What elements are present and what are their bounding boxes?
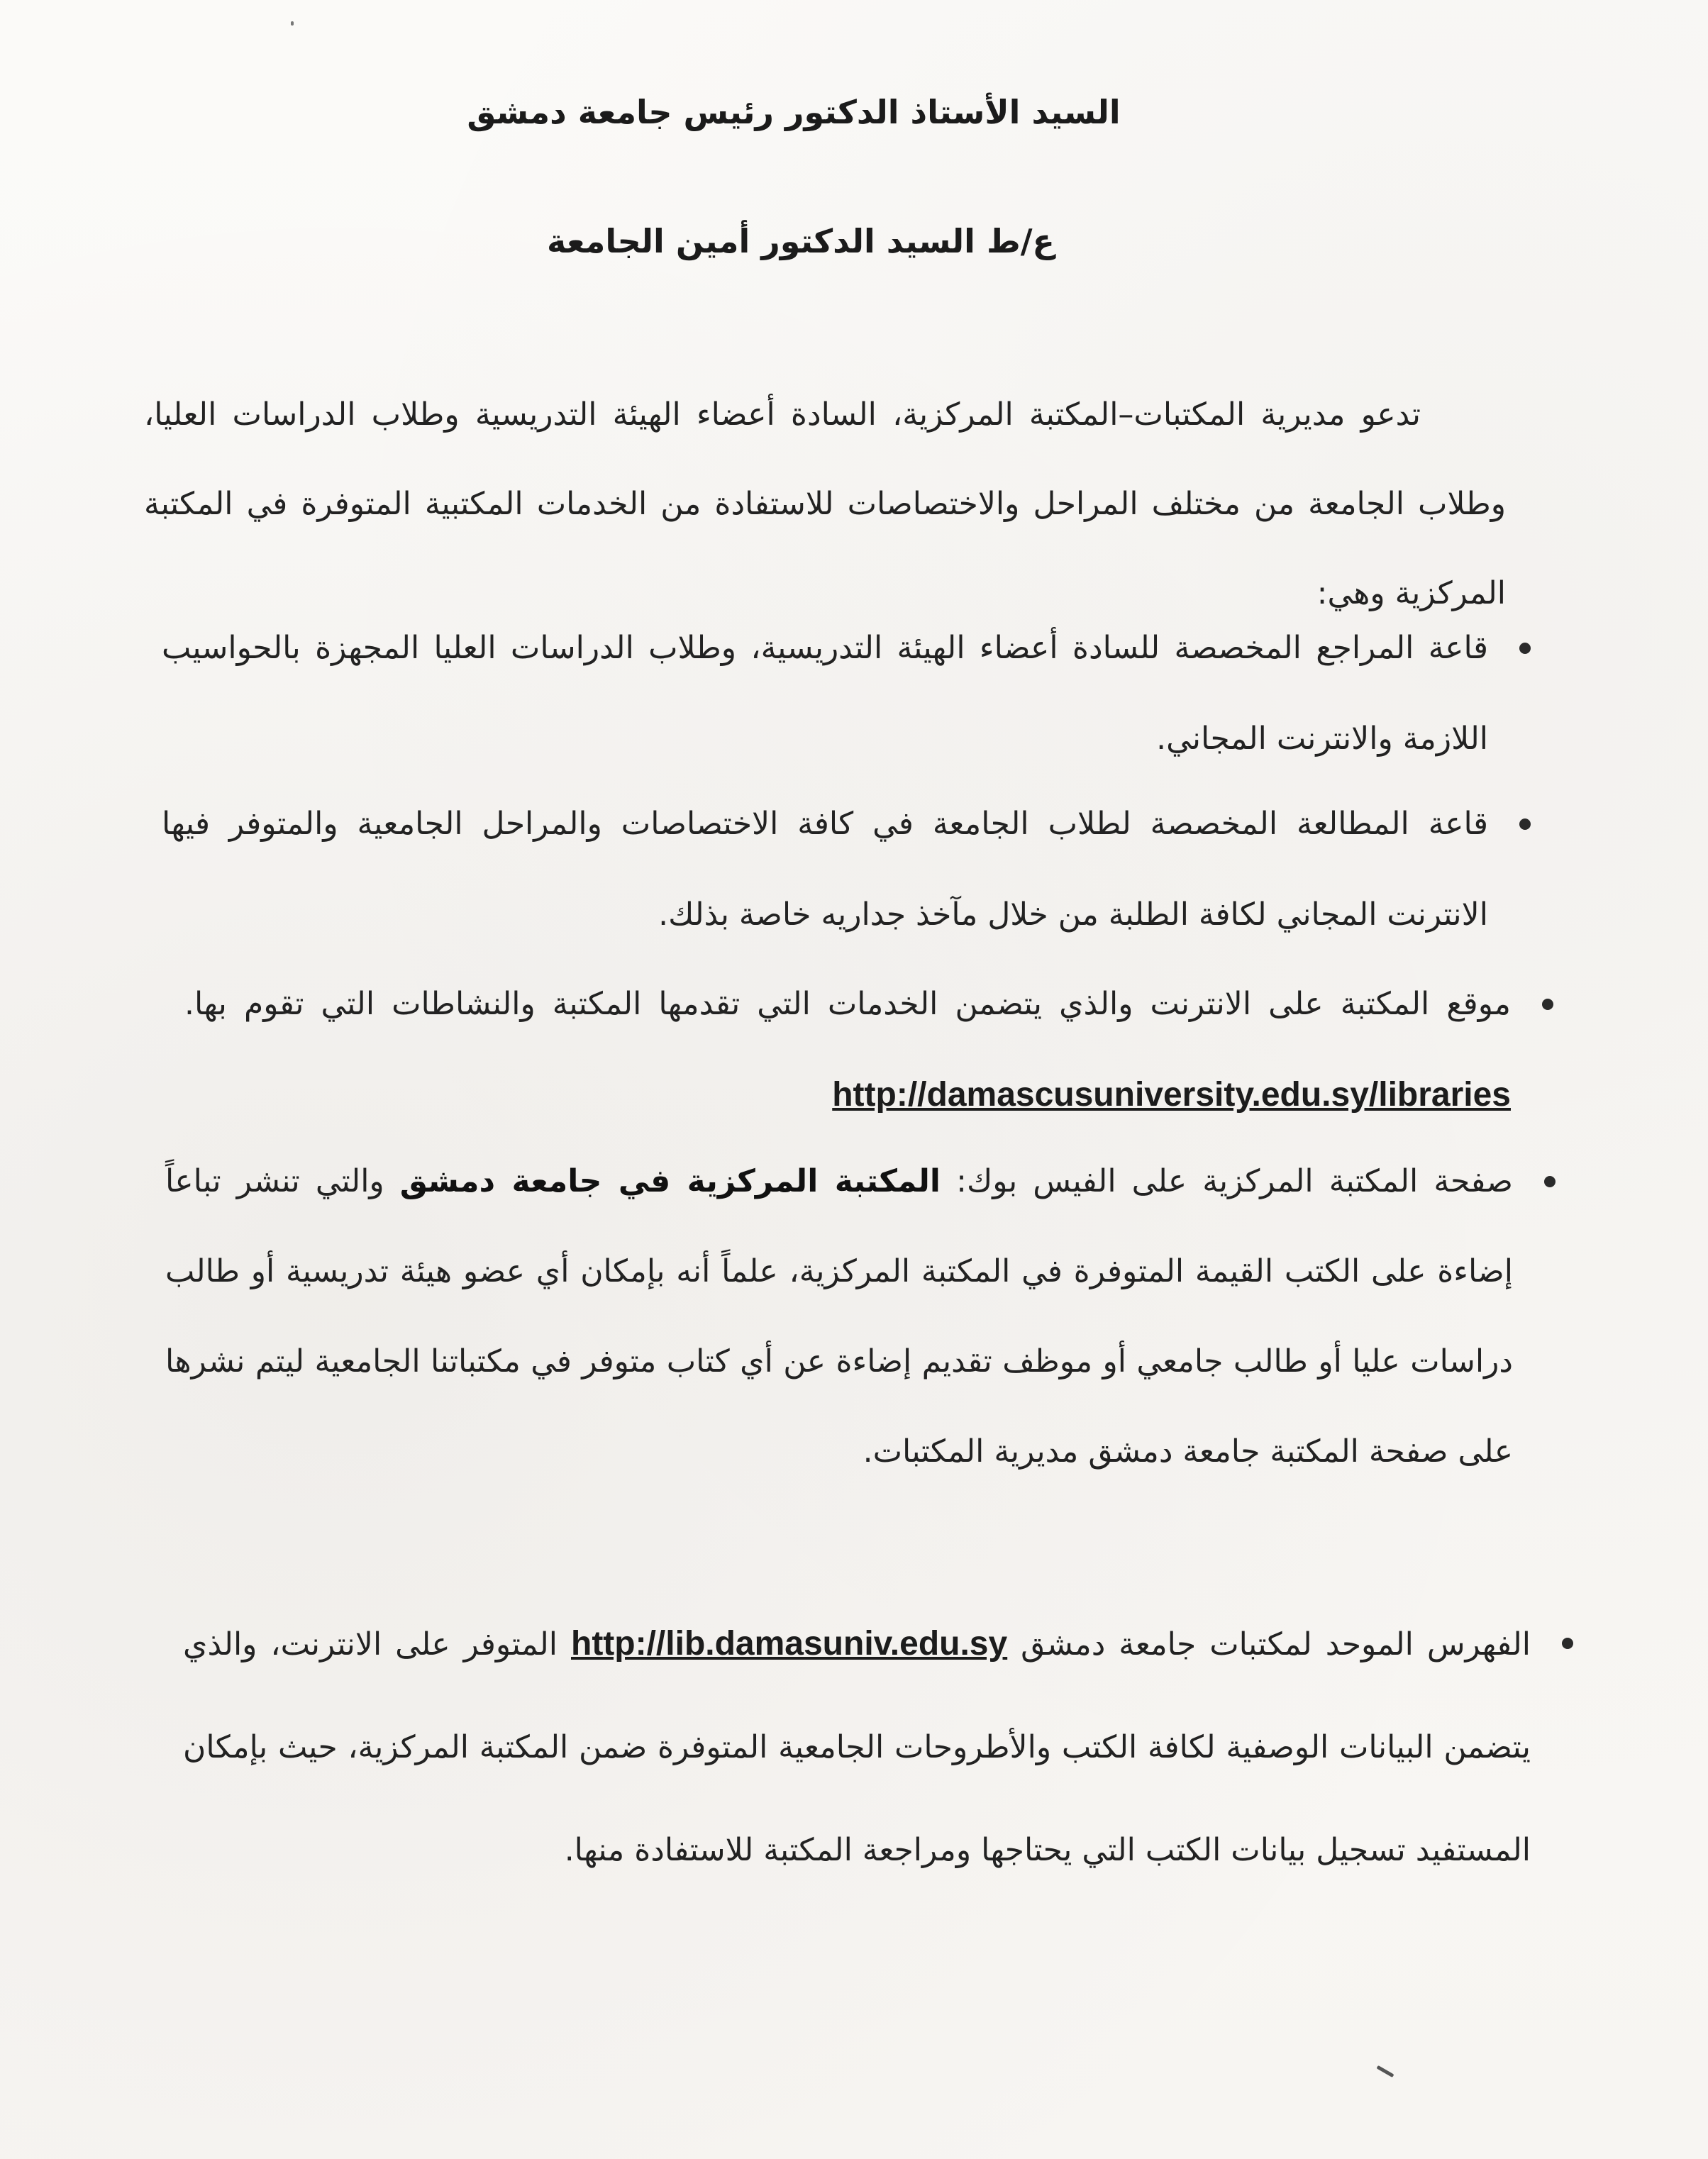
bullet-list-item-reading-hall — [162, 779, 1531, 960]
intro-paragraph: تدعو مديرية المكتبات–المكتبة المركزية، السادة أعضاء الهيئة التدريسية وطلاب الدراسات العليا، وطلاب الجامعة من مختلف المراحل والاختصاصات للاستفادة من الخدمات المكتبية المتوفرة في المكتبة المركزية وهي: — [144, 396, 1506, 611]
bullet-icon — [1519, 643, 1531, 654]
recipient-line: السيد الأستاذ الدكتور رئيس جامعة دمشق — [467, 93, 1121, 131]
bullet-list-item-reference-hall — [162, 603, 1531, 784]
facebook-page-name: المكتبة المركزية في جامعة دمشق — [399, 1163, 941, 1199]
bullet-icon — [1562, 1638, 1573, 1649]
list-item — [183, 1592, 1573, 1902]
bullet-text-after: المتوفر على الانترنت، والذي يتضمن البيانات الوصفية لكافة الكتب والأطروحات الجامعية المتوفرة ضمن المكتبة المركزية، حيث بإمكان المستفيد تسجيل بيانات الكتب التي يحتاجها ومراجعة المكتبة للاستفادة منها. — [183, 1626, 1531, 1868]
bullet-icon — [1519, 818, 1531, 830]
bullet-icon — [1542, 999, 1553, 1010]
pen-mark — [1376, 2065, 1394, 2077]
bullet-list-item-facebook — [165, 1136, 1556, 1497]
scan-speck — [291, 21, 294, 26]
bullet-text-before: الفهرس الموحد لمكتبات جامعة دمشق — [1021, 1626, 1531, 1663]
bullet-list-item-catalog — [183, 1592, 1573, 1902]
bullet-icon — [1544, 1176, 1556, 1187]
list-item — [184, 959, 1553, 1141]
list-item — [162, 603, 1531, 784]
bullet-text: قاعة المطالعة المخصصة لطلاب الجامعة في كافة الاختصاصات والمراحل الجامعية والمتوفر فيها الانترنت المجاني لكافة الطلبة من خلال مآخذ جداريه خاصة بذلك. — [162, 806, 1488, 933]
bullet-text: موقع المكتبة على الانترنت والذي يتضمن الخدمات التي تقدمها المكتبة والنشاطات التي تقوم بها. — [184, 986, 1511, 1022]
list-item — [162, 779, 1531, 960]
catalog-link[interactable]: http://lib.damasuniv.edu.sy — [571, 1625, 1008, 1663]
bullet-text: قاعة المراجع المخصصة للسادة أعضاء الهيئة التدريسية، وطلاب الدراسات العليا المجهزة بالحواسيب اللازمة والانترنت المجاني. — [162, 630, 1488, 757]
bullet-text-after: والتي تنشر تباعاً إضاءة على الكتب القيمة المتوفرة في المكتبة المركزية، علماً أنه بإمكان أي عضو هيئة تدريسية أو طالب دراسات عليا أو طالب جامعي أو موظف تقديم إضاءة عن أي كتاب متوفر في مكتباتنا الجامعية ليتم نشرها على صفحة المكتبة جامعة دمشق مديرية المكتبات. — [165, 1163, 1513, 1470]
bullet-text-before: صفحة المكتبة المركزية على الفيس بوك: — [956, 1163, 1513, 1199]
bullet-list-item-website — [184, 959, 1553, 1141]
via-line: ع/ط السيد الدكتور أمين الجامعة — [547, 222, 1055, 260]
list-item — [165, 1136, 1556, 1497]
library-website-link[interactable]: http://damascusuniversity.edu.sy/libraries — [832, 1076, 1511, 1114]
